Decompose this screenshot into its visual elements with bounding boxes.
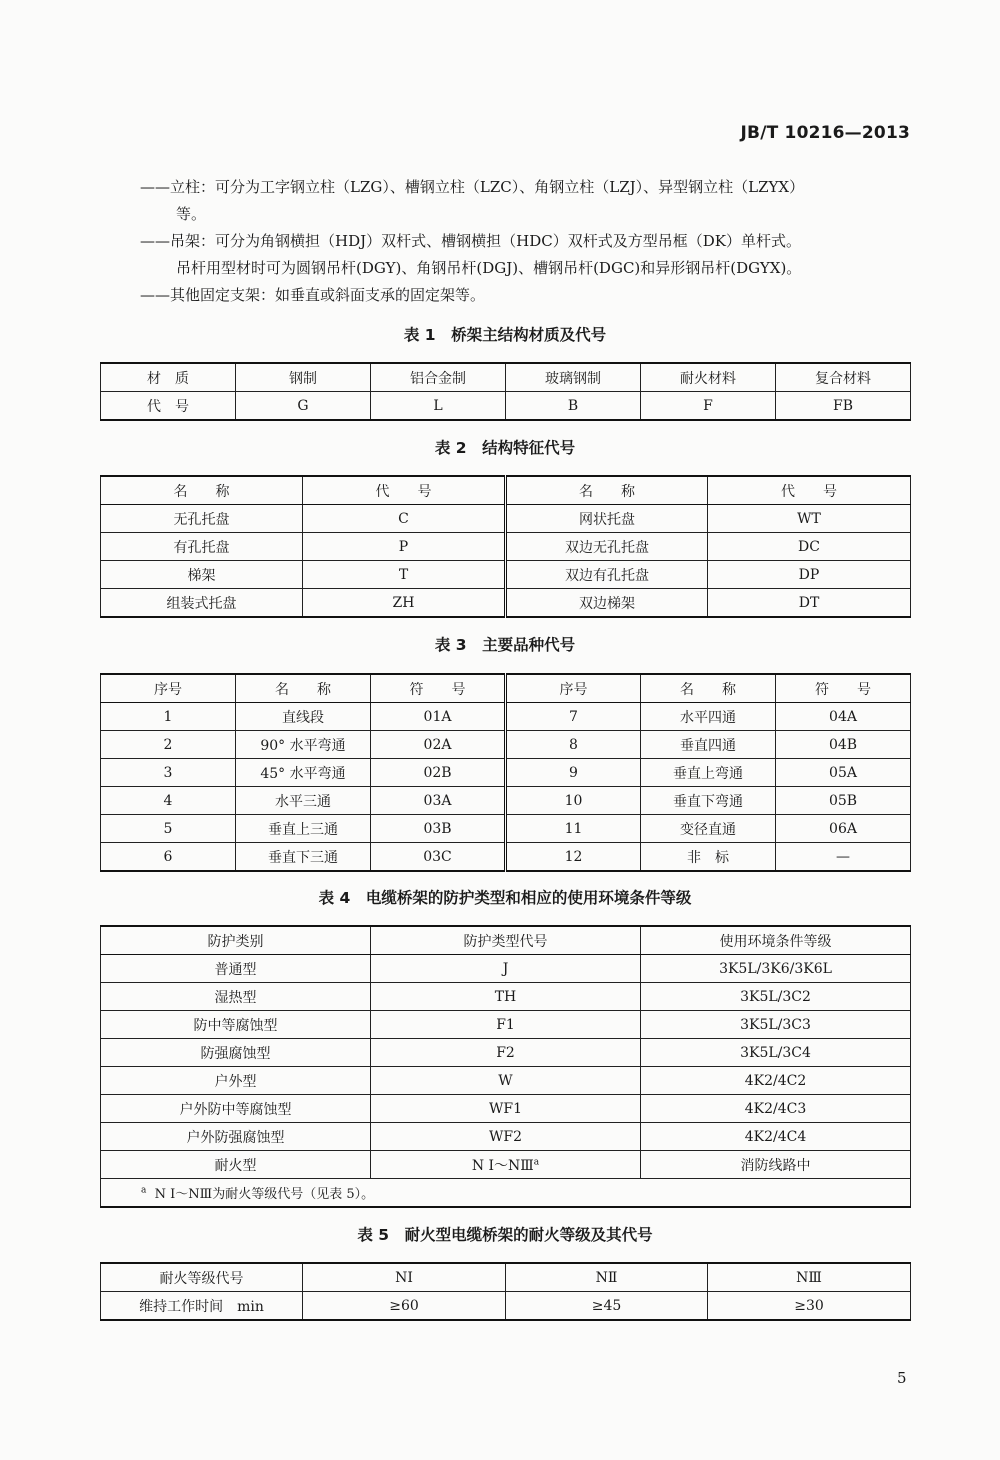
table-row [101, 392, 911, 421]
table-cell: 12 [506, 843, 641, 872]
table-header-cell: 序号 [101, 674, 236, 703]
table-row [101, 1095, 911, 1123]
table-cell: 有孔托盘 [101, 533, 303, 561]
table-cell: 3 [101, 759, 236, 787]
footnote-ref: a [533, 1156, 540, 1167]
table-header-row [101, 926, 911, 955]
table-cell: 3K5L/3C2 [641, 983, 911, 1011]
table4-caption: 表 4 电缆桥架的防护类型和相应的使用环境条件等级 [318, 889, 692, 907]
table-row [101, 1263, 911, 1292]
table-cell: 户外防中等腐蚀型 [101, 1095, 371, 1123]
table-cell: FB [776, 392, 911, 421]
table-header-cell: 名 称 [506, 476, 708, 505]
table-header-cell: 代 号 [708, 476, 911, 505]
table-cell: ≥60 [303, 1292, 506, 1321]
table-cell: 户外防强腐蚀型 [101, 1123, 371, 1151]
fire-rating-code: N Ⅰ～NⅢ [471, 1157, 534, 1174]
table-cell: 玻璃钢制 [506, 363, 641, 392]
table-cell: 户外型 [101, 1067, 371, 1095]
table-cell: DC [708, 533, 911, 561]
table-header-cell: 使用环境条件等级 [641, 926, 911, 955]
page-number: 5 [897, 1369, 907, 1387]
table-header-row [101, 476, 911, 505]
table-header-cell: 序号 [506, 674, 641, 703]
table4-protection-types [100, 925, 911, 1208]
footnote-mark: a [141, 1185, 147, 1196]
table-cell: ≥30 [708, 1292, 911, 1321]
table-cell: 03A [371, 787, 506, 815]
table3-caption: 表 3 主要品种代号 [434, 636, 576, 654]
table-cell: 复合材料 [776, 363, 911, 392]
table5-fire-rating [100, 1262, 911, 1321]
table-row [101, 731, 911, 759]
table-cell: 湿热型 [101, 983, 371, 1011]
table-cell: 3K5L/3C3 [641, 1011, 911, 1039]
table-row [101, 363, 911, 392]
table-cell: 3K5L/3K6/3K6L [641, 955, 911, 983]
table-cell: 水平四通 [641, 703, 776, 731]
footnote-text: N Ⅰ～NⅢ为耐火等级代号（见表 5）。 [154, 1187, 375, 1202]
table-cell: 90° 水平弯通 [236, 731, 371, 759]
table-cell: 双边有孔托盘 [506, 561, 708, 589]
table-cell: 02A [371, 731, 506, 759]
table-cell: NⅢ [708, 1263, 911, 1292]
table-cell: 02B [371, 759, 506, 787]
table-cell: 05B [776, 787, 911, 815]
table-cell: J [371, 955, 641, 983]
table-cell: C [303, 505, 506, 533]
table-header-cell: 符 号 [776, 674, 911, 703]
table-cell [371, 1151, 641, 1179]
table-cell: 45° 水平弯通 [236, 759, 371, 787]
table5-caption: 表 5 耐火型电缆桥架的耐火等级及其代号 [357, 1226, 653, 1244]
table-cell: 水平三通 [236, 787, 371, 815]
table-row [101, 787, 911, 815]
table-cell: 垂直下弯通 [641, 787, 776, 815]
table-cell: 铝合金制 [371, 363, 506, 392]
table-cell: ≥45 [506, 1292, 708, 1321]
table-cell: 垂直上弯通 [641, 759, 776, 787]
table-cell: WT [708, 505, 911, 533]
table-row [101, 983, 911, 1011]
table-header-cell: 名 称 [236, 674, 371, 703]
table-cell: 5 [101, 815, 236, 843]
table-cell: DP [708, 561, 911, 589]
table-cell: L [371, 392, 506, 421]
table-cell: G [236, 392, 371, 421]
table-cell: 无孔托盘 [101, 505, 303, 533]
table-cell: 9 [506, 759, 641, 787]
table-row [101, 815, 911, 843]
table-cell: 4K2/4C3 [641, 1095, 911, 1123]
table-cell: 11 [506, 815, 641, 843]
table-cell: WF2 [371, 1123, 641, 1151]
table-row [101, 1039, 911, 1067]
table-cell: 防中等腐蚀型 [101, 1011, 371, 1039]
table1-material-codes [100, 362, 911, 421]
table-cell: 4 [101, 787, 236, 815]
table-header-cell: 名 称 [641, 674, 776, 703]
table-cell: 垂直四通 [641, 731, 776, 759]
table-row [101, 1292, 911, 1321]
paragraph-other-support: ——其他固定支架：如垂直或斜面支承的固定架等。 [140, 286, 486, 304]
table-cell: 01A [371, 703, 506, 731]
table-cell: F [641, 392, 776, 421]
table-cell: 耐火型 [101, 1151, 371, 1179]
paragraph-hanger: ——吊架：可分为角钢横担（HDJ）双杆式、槽钢横担（HDC）双杆式及方型吊框（DK）单杆式。 [140, 232, 801, 250]
table-cell: ZH [303, 589, 506, 618]
table-cell: 4K2/4C2 [641, 1067, 911, 1095]
table-cell: DT [708, 589, 911, 618]
table-cell: 06A [776, 815, 911, 843]
table-row [101, 1151, 911, 1179]
table-cell: 代 号 [101, 392, 236, 421]
table-cell: 7 [506, 703, 641, 731]
table-cell: 变径直通 [641, 815, 776, 843]
paragraph-column: ——立柱：可分为工字钢立柱（LZG）、槽钢立柱（LZC）、角钢立柱（LZJ）、异型钢立柱（LZYX） [140, 178, 805, 196]
table-header-cell: 代 号 [303, 476, 506, 505]
table-cell: 3K5L/3C4 [641, 1039, 911, 1067]
table-cell: F1 [371, 1011, 641, 1039]
table-cell: WF1 [371, 1095, 641, 1123]
table-cell: 双边无孔托盘 [506, 533, 708, 561]
table-row [101, 533, 911, 561]
table-cell: 消防线路中 [641, 1151, 911, 1179]
table-cell: T [303, 561, 506, 589]
table-cell: W [371, 1067, 641, 1095]
table-cell: 垂直下三通 [236, 843, 371, 872]
table1-caption: 表 1 桥架主结构材质及代号 [403, 326, 607, 344]
table-header-cell: 防护类别 [101, 926, 371, 955]
table-cell: 组装式托盘 [101, 589, 303, 618]
table-cell: 04A [776, 703, 911, 731]
table-row [101, 1067, 911, 1095]
table-cell: 05A [776, 759, 911, 787]
table-header-cell: 符 号 [371, 674, 506, 703]
table-cell: 耐火等级代号 [101, 1263, 303, 1292]
table-cell: 网状托盘 [506, 505, 708, 533]
table-cell: 非 标 [641, 843, 776, 872]
table-row [101, 759, 911, 787]
table-footnote-row [101, 1179, 911, 1208]
table-cell: 10 [506, 787, 641, 815]
table-cell: — [776, 843, 911, 872]
table-cell: 03B [371, 815, 506, 843]
table-row [101, 955, 911, 983]
table-cell: 普通型 [101, 955, 371, 983]
table-cell: 垂直上三通 [236, 815, 371, 843]
table-cell: 2 [101, 731, 236, 759]
table-cell: NⅡ [506, 1263, 708, 1292]
table-cell: 防强腐蚀型 [101, 1039, 371, 1067]
table-cell: 维持工作时间 min [101, 1292, 303, 1321]
table-cell: 耐火材料 [641, 363, 776, 392]
table-cell: 双边梯架 [506, 589, 708, 618]
table-header-cell: 防护类型代号 [371, 926, 641, 955]
table-cell: 04B [776, 731, 911, 759]
paragraph-hanger-rod: 吊杆用型材时可为圆钢吊杆(DGY)、角钢吊杆(DGJ)、槽钢吊杆(DGC)和异形钢吊杆(DGYX)。 [176, 259, 802, 277]
table-cell: 材 质 [101, 363, 236, 392]
table-cell: P [303, 533, 506, 561]
table-cell: 03C [371, 843, 506, 872]
table-cell: B [506, 392, 641, 421]
table-cell: 6 [101, 843, 236, 872]
table-cell: 8 [506, 731, 641, 759]
standard-number-header: JB/T 10216—2013 [740, 123, 910, 143]
table-cell: 4K2/4C4 [641, 1123, 911, 1151]
table-cell: 1 [101, 703, 236, 731]
paragraph-column-cont: 等。 [176, 205, 207, 223]
table-cell: 直线段 [236, 703, 371, 731]
table-cell: 梯架 [101, 561, 303, 589]
table-header-cell: 名 称 [101, 476, 303, 505]
table2-structure-codes [100, 475, 911, 618]
table3-variety-codes [100, 673, 911, 872]
table-row [101, 843, 911, 872]
table-footnote [101, 1179, 911, 1208]
table-header-row [101, 674, 911, 703]
table-row [101, 1123, 911, 1151]
table-row [101, 1011, 911, 1039]
table-row [101, 505, 911, 533]
table-row [101, 561, 911, 589]
table2-caption: 表 2 结构特征代号 [434, 439, 576, 457]
table-cell: F2 [371, 1039, 641, 1067]
table-cell: TH [371, 983, 641, 1011]
table-row [101, 703, 911, 731]
table-cell: NⅠ [303, 1263, 506, 1292]
table-row [101, 589, 911, 618]
table-cell: 钢制 [236, 363, 371, 392]
